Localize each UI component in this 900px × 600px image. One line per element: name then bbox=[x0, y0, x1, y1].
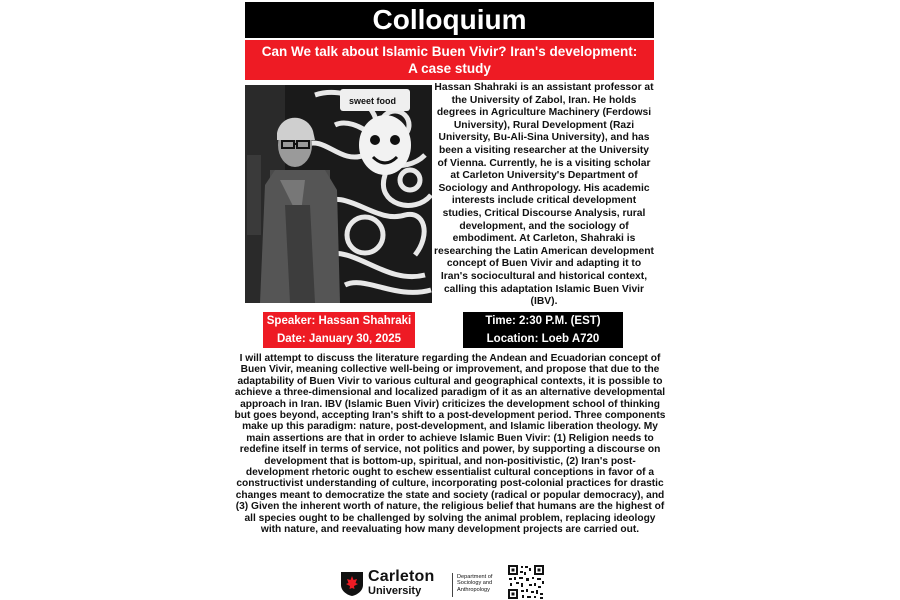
carleton-shield-icon bbox=[340, 571, 364, 597]
department-line-2: Sociology and bbox=[457, 580, 493, 587]
time-location-box bbox=[463, 312, 623, 348]
speaker-photo-image bbox=[245, 85, 432, 303]
event-time: Time: 2:30 P.M. (EST) bbox=[485, 315, 601, 327]
talk-title bbox=[245, 40, 654, 80]
footer bbox=[340, 565, 570, 600]
footer-divider bbox=[452, 573, 453, 597]
speaker-name: Speaker: Hassan Shahraki bbox=[266, 315, 412, 327]
talk-abstract: I will attempt to discuss the literature regarding the Andean and Ecuadorian concept of Buen Vivir, meaning collective well-being or improvement, and propose that due to the adaptability of Buen Vivir to various cultural and geographical contexts, it is possible to achieve a three-dimensional and localized paradigm of it as an alternative developmental approach in Iran. IBV (Islamic Buen Vivir) criticizes the development school of thinking but goes beyond, accepting Iran's shift to a post-development period. Three components make up this paradigm: nature, post-development, and Islamic liberation theology. My main assertions are that in order to achieve Islamic Buen Vivir: (1) Religion needs to redefine itself in terms of service, not politics and power, by supporting a discourse on development that is bottom-up, spiritual, and non-positivistic, (2) Iran's post-development rhetoric ought to eschew essentialist cultural conceptions in favor of a constructivist understanding of culture, incorporating post-colonial practices for drastic changes meant to democratize the state and society (radical or popular democracy), and (3) Given the inherent worth of nature, the religious belief that humans are the highest of all species ought to be challenged by solving the animal problem, replacing ideology with nature, and reevaluating how many development projects are carried out. bbox=[234, 353, 666, 536]
speaker-photo bbox=[245, 85, 432, 303]
mural-sign-text: sweet food bbox=[349, 96, 397, 106]
talk-title-line-1: Can We talk about Islamic Buen Vivir? Iran's development: bbox=[261, 44, 638, 59]
carleton-logo-sub: University bbox=[368, 585, 422, 597]
department-line-1: Department of bbox=[457, 574, 493, 580]
poster bbox=[234, 0, 666, 600]
speaker-info-box bbox=[263, 312, 415, 348]
talk-title-line-2: A case study bbox=[408, 61, 491, 76]
event-location: Location: Loeb A720 bbox=[486, 333, 600, 345]
qr-code-icon[interactable] bbox=[507, 564, 545, 600]
event-date: Date: January 30, 2025 bbox=[276, 333, 402, 345]
carleton-logo-name: Carleton bbox=[368, 568, 435, 585]
department-name bbox=[457, 574, 492, 593]
page-title: Colloquium bbox=[245, 2, 654, 38]
speaker-bio: Hassan Shahraki is an assistant professor at the University of Zabol, Iran. He holds degrees in Agriculture Machinery (Ferdowsi University), Rural Development (Razi University, Bu-Ali-Sina University), and has been a visiting researcher at the University of Vienna. Currently, he is a visiting scholar at Carleton University's Department of Sociology and Anthropology. His academic interests include critical development studies, Critical Discourse Analysis, rural development, and the sociology of embodiment. At Carleton, Shahraki is researching the Latin American development concept of Buen Vivir and adapting it to Iran's sociocultural and historical context, calling this adaptation Islamic Buen Vivir (IBV). bbox=[434, 82, 654, 308]
department-line-3: Anthropology bbox=[457, 586, 490, 593]
